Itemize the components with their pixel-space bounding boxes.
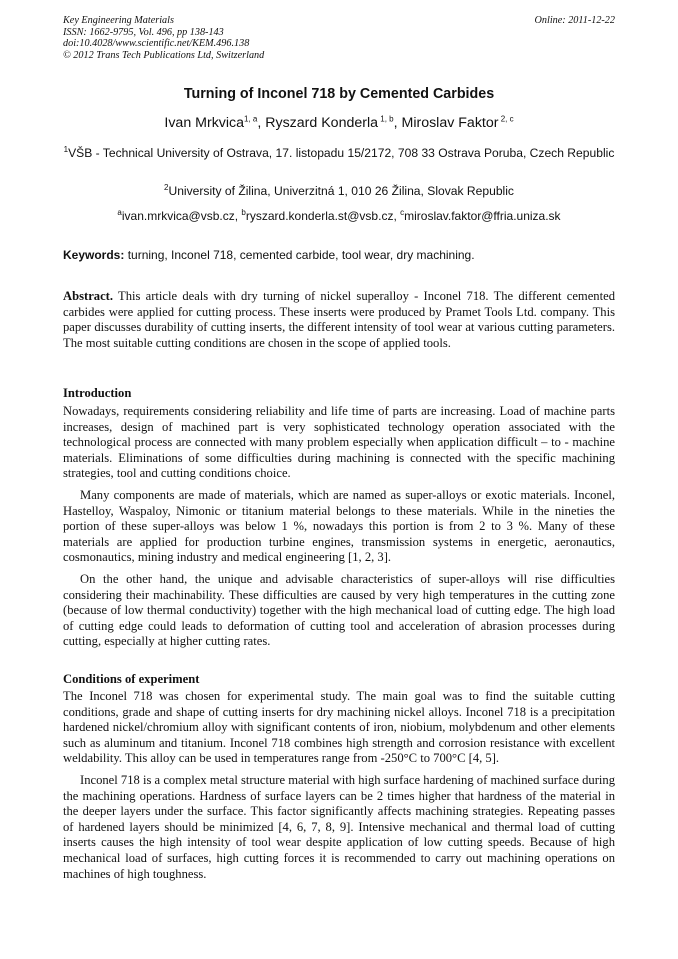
author-superscript: 2, c bbox=[498, 114, 514, 124]
introduction-body bbox=[63, 404, 615, 656]
affiliation-1 bbox=[63, 145, 615, 161]
issn-line: ISSN: 1662-9795, Vol. 496, pp 138-143 bbox=[63, 26, 224, 38]
online-date: Online: 2011-12-22 bbox=[534, 15, 615, 26]
paragraph: The Inconel 718 was chosen for experimental study. The main goal was to find the suitable cutting conditions, grade and shape of cutting inserts for dry machining nickel alloys. Inconel 718 is a precipitation hardened nickel/chromium alloy with significant contents of iron, niobium, molybdenum and other elements such as aluminum and titanium. Inconel 718 combines high strength and corrosion resistance with excellent weldability. This alloy can be used in temperatures range from -250°C to 700°C [4, 5]. bbox=[63, 689, 615, 766]
affiliation-text: VŠB - Technical University of Ostrava, 17. listopadu 15/2172, 708 33 Ostrava Poruba, Czech Republic bbox=[68, 146, 615, 160]
paragraph: Inconel 718 is a complex metal structure material with high surface hardening of machined surface during the machining operations. Hardness of surface layers can be 2 times higher that hardness of the material in the deeper layers under the surface. This factor significantly affects machining strategies. Repeating passes of hardened layers should be minimized [4, 6, 7, 8, 9]. Intensive mechanical and thermal load of cutting inserts causes the high intensity of tool wear despite application of low cutting speeds. Because of high mechanical load of surfaces, high cutting forces it is recommended to carry out machining operations on machines of high toughness. bbox=[63, 772, 615, 881]
paragraph: On the other hand, the unique and advisable characteristics of super-alloys will rise difficulties considering their machinability. These difficulties are caused by very high temperatures in the cutting zone (because of low thermal conductivity) together with the high mechanical load of cutting edge. The high load of cutting edge could leads to deformation of cutting tool and acceleration of abrasion processes during cutting, especially at higher cutting rates. bbox=[63, 571, 615, 649]
email-address: miroslav.faktor@ffria.uniza.sk bbox=[404, 209, 561, 223]
email-marker: b bbox=[241, 208, 246, 217]
author-superscript: 1, a bbox=[244, 114, 258, 124]
publication-header bbox=[63, 15, 615, 61]
paragraph: Nowadays, requirements considering reliability and life time of parts are increasing. Load of machine parts increases, design of machined part is very sophisticated technology operation associated with the technological process are connected with many problem especially when application difficult – to - machine materials. Eliminations of some difficulties during machining is connected with the specific machining strategies, tool and cutting conditions choice. bbox=[63, 404, 615, 481]
affiliation-marker: 2 bbox=[164, 182, 169, 192]
author-name: Miroslav Faktor bbox=[401, 115, 499, 131]
keywords-label: Keywords: bbox=[63, 248, 125, 262]
author-separator: , bbox=[393, 115, 402, 131]
author-separator: , bbox=[257, 115, 266, 131]
abstract-text: This article deals with dry turning of nickel superalloy - Inconel 718. The different cemented carbides were applied for cutting process. These inserts were produced by Pramet Tools Ltd. company. This paper discusses durability of cutting inserts, the different intensity of tool wear at various cutting parameters. The most suitable cutting conditions are chosen in the scope of applied tools. bbox=[63, 289, 615, 350]
journal-name: Key Engineering Materials bbox=[63, 15, 174, 26]
conditions-body bbox=[63, 689, 615, 888]
affiliation-2 bbox=[63, 183, 615, 199]
doi-line: doi:10.4028/www.scientific.net/KEM.496.138 bbox=[63, 38, 250, 50]
author-name: Ivan Mrkvica bbox=[164, 115, 245, 131]
email-address: ivan.mrkvica@vsb.cz, bbox=[121, 209, 242, 223]
email-address: ryszard.konderla.st@vsb.cz, bbox=[245, 209, 401, 223]
author-superscript: 1, b bbox=[378, 114, 394, 124]
author-list bbox=[63, 115, 615, 131]
keywords bbox=[63, 248, 615, 262]
copyright-line: © 2012 Trans Tech Publications Ltd, Switzerland bbox=[63, 49, 265, 61]
keywords-text: turning, Inconel 718, cemented carbide, tool wear, dry machining. bbox=[124, 248, 475, 262]
email-marker: c bbox=[400, 208, 405, 217]
paper-title: Turning of Inconel 718 by Cemented Carbides bbox=[183, 86, 495, 102]
email-marker: a bbox=[117, 208, 122, 217]
introduction-heading: Introduction bbox=[63, 386, 132, 400]
email-list bbox=[63, 209, 615, 223]
abstract-label: Abstract. bbox=[63, 289, 114, 303]
affiliation-marker: 1 bbox=[63, 144, 69, 154]
paragraph: Many components are made of materials, which are named as super-alloys or exotic materials. Inconel, Hastelloy, Waspaloy, Nimonic or titanium material belongs to these materials. While in the nineties the portion of these super-alloys was below 1 %, nowadays this portion is from 2 to 3 %. Many of these materials are applied for production turbine engines, transmission systems in energetic, aeronautics, cosmonautics, mining industry and medical engineering [1, 2, 3]. bbox=[63, 487, 615, 565]
abstract bbox=[63, 289, 615, 351]
affiliation-text: University of Žilina, Univerzitná 1, 010 26 Žilina, Slovak Republic bbox=[168, 184, 514, 198]
conditions-heading: Conditions of experiment bbox=[63, 672, 200, 686]
author-name: Ryszard Konderla bbox=[265, 115, 379, 131]
